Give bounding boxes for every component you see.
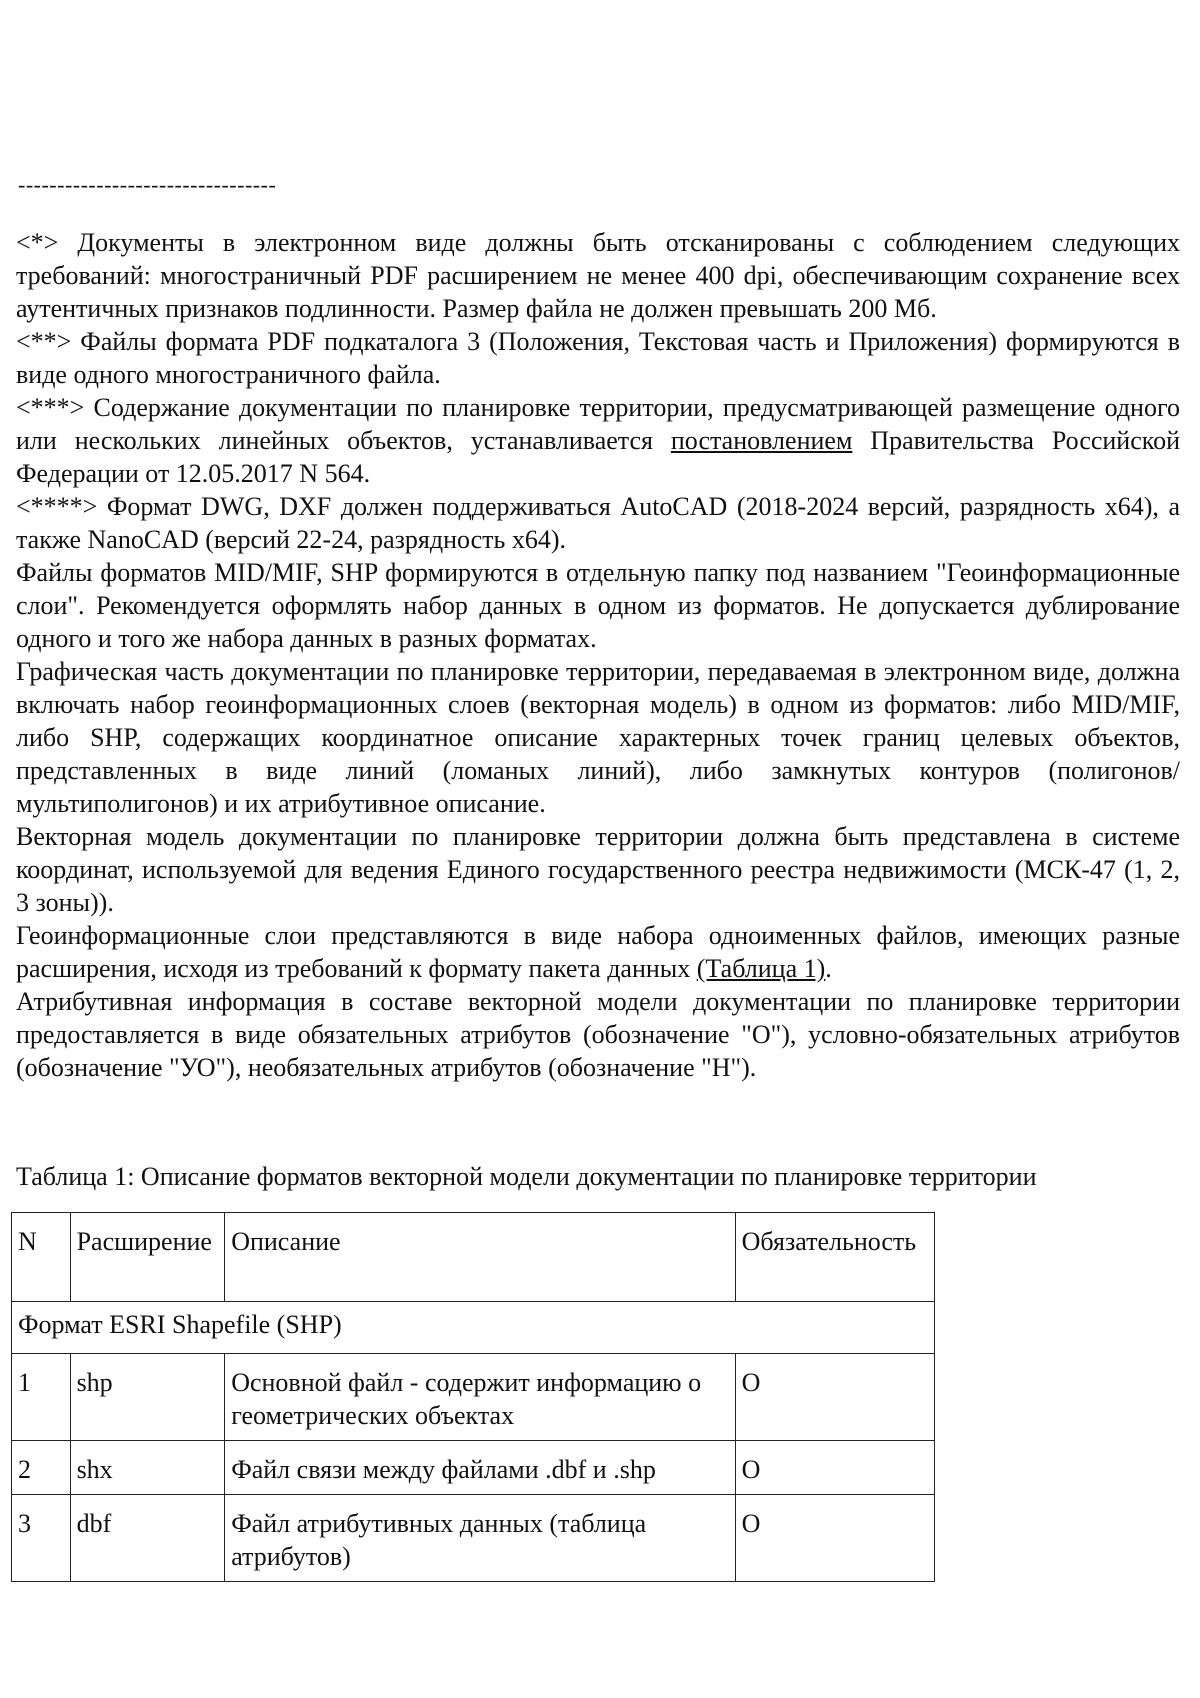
- footnote-separator: ---------------------------------: [18, 172, 277, 197]
- cell-requirement: О: [735, 1495, 934, 1582]
- cell-extension: dbf: [70, 1495, 225, 1582]
- paragraph-graphic-part: Графическая часть документации по планировке территории, передаваемая в электронном виде, должна включать набор геоинформационных слоев (векторная модель) в одном из форматов: либо MID/MIF, либо SHP, содержащих координатное описание характерных точек границ целевых объектов, представленных в виде линий (ломаных линий), либо замкнутых контуров (полигонов/мультиполигонов) и их атрибутивное описание.: [16, 657, 1180, 818]
- formats-table: [11, 1212, 935, 1582]
- header-requirement: Обязательность: [735, 1213, 934, 1302]
- section-title: Формат ESRI Shapefile (SHP): [12, 1302, 935, 1354]
- footnote-3-text: <***> Содержание документации по планировке территории, предусматривающей размещение одного или нескольких линейных объектов, устанавливается: [16, 393, 1180, 455]
- resolution-link[interactable]: постановлением: [670, 426, 853, 455]
- cell-description: Файл атрибутивных данных (таблица атрибутов): [225, 1495, 735, 1582]
- table-row: [12, 1441, 935, 1495]
- table-section-row: [12, 1302, 935, 1354]
- geo-layers-text: Геоинформационные слои представляются в виде набора одноименных файлов, имеющих разные расширения, исходя из требований к формату пакета данных: [16, 921, 1180, 983]
- footnote-3-text-end: Правительства Российской Федерации от 12.05.2017 N 564.: [16, 426, 1180, 488]
- document-text: [16, 226, 1180, 1084]
- table-1-link[interactable]: (Таблица 1): [696, 954, 826, 983]
- paragraph-attributes: Атрибутивная информация в составе векторной модели документации по планировке территории предоставляется в виде обязательных атрибутов (обозначение "О"), условно-обязательных атрибутов (обозначение "УО"), необязательных атрибутов (обозначение "Н").: [16, 987, 1180, 1082]
- paragraph-geo-layers: [16, 919, 1180, 985]
- cell-extension: shp: [70, 1354, 225, 1441]
- header-description: Описание: [225, 1213, 735, 1302]
- cell-description: Основной файл - содержит информацию о геометрических объектах: [225, 1354, 735, 1441]
- footnote-3: [16, 391, 1180, 490]
- header-extension: Расширение: [70, 1213, 225, 1302]
- cell-description: Файл связи между файлами .dbf и .shp: [225, 1441, 735, 1495]
- cell-n: 3: [12, 1495, 71, 1582]
- footnote-2: <**> Файлы формата PDF подкаталога 3 (Положения, Текстовая часть и Приложения) формируются в виде одного многостраничного файла.: [16, 327, 1180, 389]
- table-row: [12, 1354, 935, 1441]
- cell-n: 2: [12, 1441, 71, 1495]
- table-caption: Таблица 1: Описание форматов векторной модели документации по планировке территории: [16, 1162, 1037, 1191]
- cell-extension: shx: [70, 1441, 225, 1495]
- cell-requirement: О: [735, 1354, 934, 1441]
- footnote-1: <*> Документы в электронном виде должны быть отсканированы с соблюдением следующих требований: многостраничный PDF расширением не менее 400 dpi, обеспечивающим сохранение всех аутентичных признаков подлинности. Размер файла не должен превышать 200 Мб.: [16, 228, 1180, 323]
- paragraph-folder: Файлы форматов MID/MIF, SHP формируются в отдельную папку под названием "Геоинформационные слои". Рекомендуется оформлять набор данных в одном из форматов. Не допускается дублирование одного и того же набора данных в разных форматах.: [16, 558, 1180, 653]
- header-n: N: [12, 1213, 71, 1302]
- geo-layers-text-end: .: [825, 954, 832, 983]
- footnote-4: <****> Формат DWG, DXF должен поддерживаться AutoCAD (2018-2024 версий, разрядность x64), а также NanoCAD (версий 22-24, разрядность x64).: [16, 492, 1180, 554]
- cell-n: 1: [12, 1354, 71, 1441]
- cell-requirement: О: [735, 1441, 934, 1495]
- table-row: [12, 1495, 935, 1582]
- paragraph-coordinate-system: Векторная модель документации по планировке территории должна быть представлена в системе координат, используемой для ведения Единого государственного реестра недвижимости (МСК-47 (1, 2, 3 зоны)).: [16, 822, 1180, 917]
- table-header-row: [12, 1213, 935, 1302]
